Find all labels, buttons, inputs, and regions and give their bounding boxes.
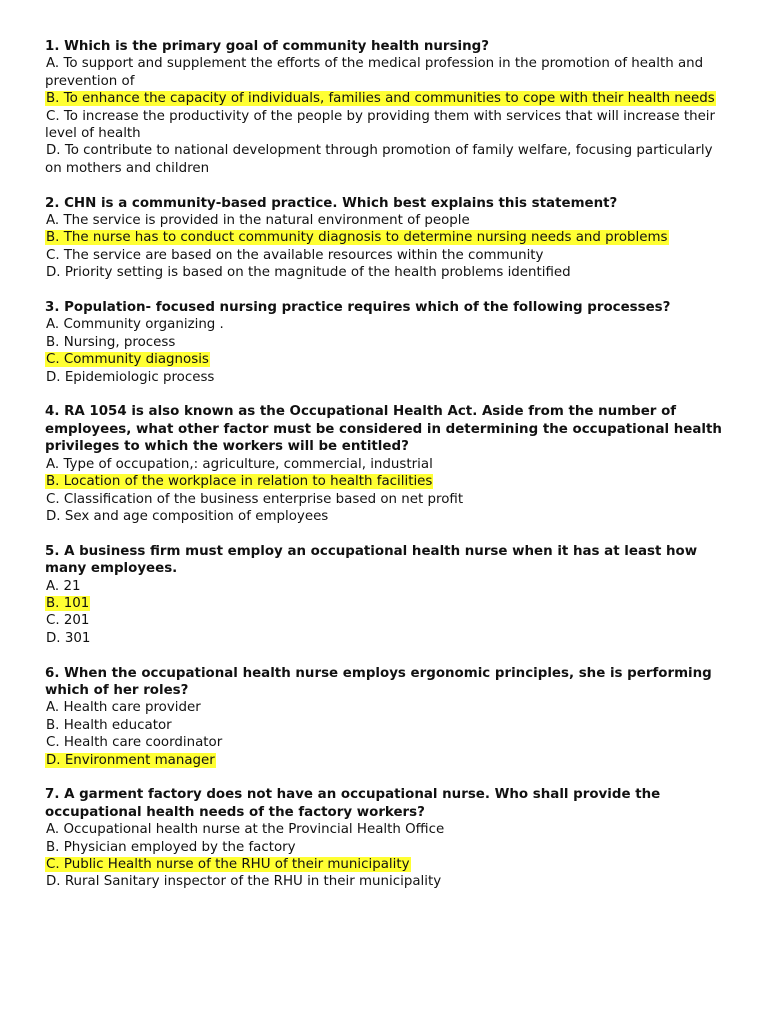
option-a [45,456,725,473]
question-stem: 1. Which is the primary goal of community health nursing? [45,39,489,54]
question-stem: 7. A garment factory does not have an occupational nurse. Who shall provide the occupational health needs of the factory workers? [45,787,661,820]
option-text: B. Nursing, process [46,334,176,350]
option-text: A. Type of occupation,: agriculture, commercial, industrial [46,456,433,472]
option-a [45,316,725,333]
option-text: A. Occupational health nurse at the Provincial Health Office [46,822,445,838]
option-b-highlighted [45,473,725,490]
question-stem: 5. A business firm must employ an occupational health nurse when it has at least how many employees. [45,543,698,577]
option-b-highlighted [45,229,725,246]
questions-list [45,38,725,908]
option-text: D. Environment manager [46,752,215,768]
option-c [45,247,725,264]
option-text: A. Health care provider [46,700,201,716]
option-text: A. The service is provided in the natural environment of people [46,213,470,229]
option-text: B. Location of the workplace in relation to health facilities [46,474,433,490]
option-text: B. Health educator [46,717,172,733]
option-b [45,839,725,856]
question-6 [45,665,725,769]
option-a [45,212,725,229]
option-a [45,699,725,716]
question-2 [45,195,725,282]
option-d [45,264,725,281]
question-7 [45,786,725,890]
option-b-highlighted [45,595,725,612]
option-text: C. To increase the productivity of the people by providing them with services that will increase their level of health [45,108,716,142]
option-text: D. Sex and age composition of employees [46,508,329,524]
question-3 [45,299,725,386]
option-b [45,717,725,734]
option-d [45,369,725,386]
option-a [45,821,725,838]
option-text: B. 101 [46,595,90,611]
option-text: B. The nurse has to conduct community diagnosis to determine nursing needs and problems [46,230,668,246]
option-text: A. 21 [46,578,81,594]
option-c-highlighted [45,351,725,368]
question-stem: 6. When the occupational health nurse employs ergonomic principles, she is performing which of her roles? [45,665,712,698]
option-text: A. Community organizing . [46,317,224,333]
option-c [45,612,725,629]
option-b-highlighted [45,90,725,107]
option-c [45,108,725,143]
option-text: C. Community diagnosis [46,352,209,368]
option-text: C. Classification of the business enterprise based on net profit [46,491,464,507]
option-text: C. 201 [46,613,90,629]
option-text: A. To support and supplement the efforts of the medical profession in the promotion of health and prevention of [45,56,704,89]
question-stem: 3. Population- focused nursing practice requires which of the following processes? [45,300,671,316]
option-c [45,734,725,751]
option-text: C. The service are based on the available resources within the community [46,247,544,263]
option-d [45,630,725,647]
question-4 [45,403,725,525]
option-b [45,334,725,351]
question-5 [45,543,725,647]
question-stem: 4. RA 1054 is also known as the Occupational Health Act. Aside from the number of employees, what other factor must be considered in determining the occupational health privileges to which the workers will be entitled? [45,404,722,455]
option-text: C. Health care coordinator [46,735,223,751]
option-a [45,578,725,595]
option-text: D. Priority setting is based on the magnitude of the health problems identified [46,265,571,281]
option-d-highlighted [45,752,725,769]
option-d [45,142,725,177]
option-c [45,491,725,508]
option-d [45,873,725,890]
option-text: D. Rural Sanitary inspector of the RHU in their municipality [46,874,442,890]
question-stem: 2. CHN is a community-based practice. Which best explains this statement? [45,195,618,211]
option-text: B. To enhance the capacity of individuals, families and communities to cope with their health needs [46,91,715,107]
option-c-highlighted [45,856,725,873]
option-text: B. Physician employed by the factory [46,839,296,855]
question-1 [45,38,725,177]
option-text: D. Epidemiologic process [46,369,215,385]
option-text: D. To contribute to national development through promotion of family welfare, focusing particularly on mothers and children [45,143,713,176]
option-d [45,508,725,525]
option-text: D. 301 [46,630,91,646]
option-text: C. Public Health nurse of the RHU of their municipality [46,857,410,872]
option-a [45,55,725,90]
